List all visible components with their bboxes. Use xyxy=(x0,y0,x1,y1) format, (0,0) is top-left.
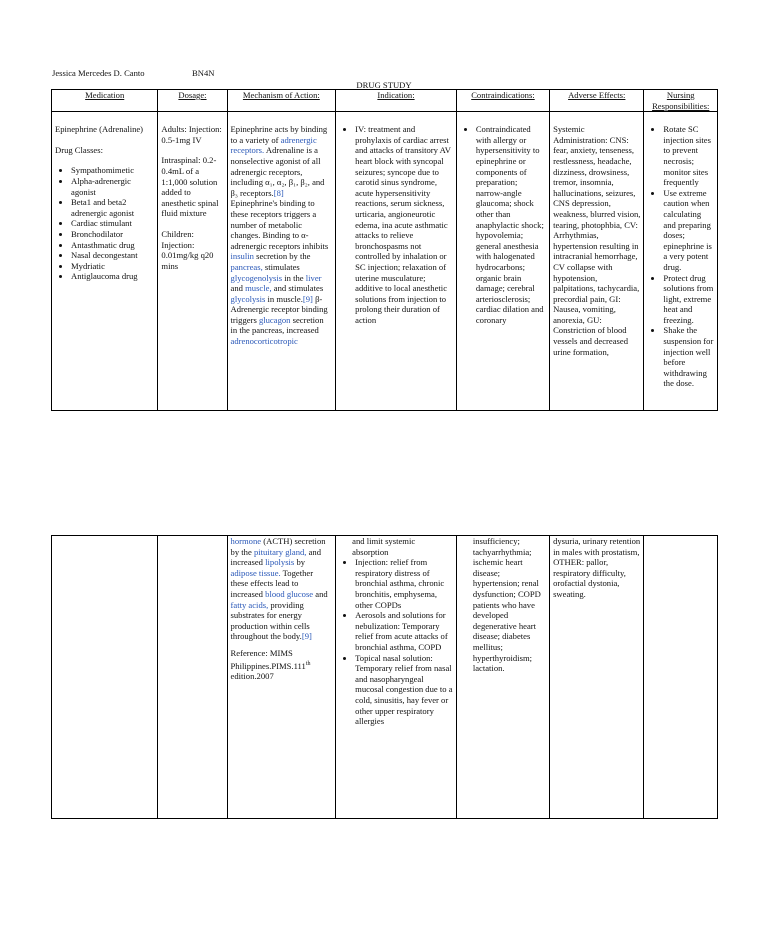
citation-link[interactable]: [9] xyxy=(302,293,313,304)
list-item: • Topical nasal solution: Temporary relief from nasal and nasopharyngeal mucosal congestion due to a cold, sinusitis, hay fever or other upper respiratory allergies xyxy=(355,653,453,727)
glycogenolysis-link[interactable]: glycogenolysis xyxy=(230,272,283,283)
pancreas-link[interactable]: pancreas, xyxy=(230,261,263,272)
drug-classes-list xyxy=(55,165,154,282)
table-row xyxy=(52,536,718,819)
mechanism-text: Epinephrine's binding to these receptors triggers a number of metabolic changes. Binding to α-adrenergic receptors inhibits xyxy=(230,198,329,251)
nursing-cell xyxy=(644,112,718,411)
contraindications-cell-continued xyxy=(456,536,549,819)
list-item: • Shake the suspension for injection well before withdrawing the dose. xyxy=(663,325,714,389)
indication-list xyxy=(339,557,453,727)
mechanism-text: stimulates xyxy=(264,261,300,272)
page-header xyxy=(52,68,215,79)
mechanism-text: (ACTH) secretion by the xyxy=(230,536,326,557)
list-item: • Protect drug solutions from light, extreme heat and freezing. xyxy=(663,273,714,326)
col-header-medication: Medication xyxy=(52,90,158,112)
liver-link[interactable]: liver xyxy=(305,272,322,283)
mechanism-cell-continued xyxy=(227,536,336,819)
glucagon-link[interactable]: glucagon xyxy=(258,314,291,325)
mechanism-text: and stimulates xyxy=(273,283,324,294)
medication-name: Epinephrine (Adrenaline) xyxy=(55,124,144,135)
dosage-children: Children: Injection: 0.01mg/kg q20 mins xyxy=(161,228,214,271)
mechanism-text: secretion by the xyxy=(256,251,311,262)
col-header-nursing: Nursing Responsibilities: xyxy=(644,90,718,112)
col-header-adverse-effects: Adverse Effects: xyxy=(550,90,644,112)
mechanism-text: and increased xyxy=(230,546,322,568)
adverse-effects-text: Systemic Administration: CNS: fear, anxiety, tenseness, restlessness, headache, dizziness, drowsiness, tremor, insomnia, hallucinations, seizures, CNS depression, weakness, blurred vision, tearing, photophbia, CV: Arrhythmias, hypertension resulting in intracranial hemorrhage, CV collapse with hypotension, palpitations, tachycardia, precordial pain, GI: Nausea, vomiting, anorexia, GU: Constriction of blood vessels and decreased urine formation, xyxy=(553,124,641,357)
hormone-link[interactable]: hormone xyxy=(230,536,262,546)
table-row xyxy=(52,112,718,411)
dosage-cell xyxy=(158,112,227,411)
list-item: • Mydriatic xyxy=(71,261,154,272)
contraindications-list xyxy=(460,124,546,325)
list-item: • Nasal decongestant xyxy=(71,250,154,261)
nursing-list xyxy=(647,124,714,389)
blood-glucose-link[interactable]: blood glucose xyxy=(265,588,314,599)
pituitary-gland-link[interactable]: pituitary gland, xyxy=(253,546,307,557)
dosage-cell-continued xyxy=(158,536,227,819)
nursing-cell-continued xyxy=(644,536,718,819)
list-item: • Cardiac stimulant xyxy=(71,218,154,229)
mechanism-text: by xyxy=(296,557,306,568)
contraindications-cell xyxy=(456,112,549,411)
col-header-contraindications: Contraindications: xyxy=(456,90,549,112)
col-header-dosage: Dosage: xyxy=(158,90,227,112)
list-item: • Rotate SC injection sites to prevent necrosis; monitor sites frequently xyxy=(663,124,714,188)
drug-classes-label: Drug Classes: xyxy=(55,144,103,155)
lipolysis-link[interactable]: lipolysis xyxy=(265,557,295,568)
col-header-mechanism: Mechanism of Action: xyxy=(227,90,336,112)
fatty-acids-link[interactable]: fatty acids, xyxy=(230,599,269,610)
adverse-effects-continuation: dysuria, urinary retention in males with prostatism, OTHER: pallor, respiratory difficulty, orofactial dystonia, sweating. xyxy=(553,536,641,599)
list-item: • Antiglaucoma drug xyxy=(71,271,154,282)
glycolysis-link[interactable]: glycolysis xyxy=(230,293,266,304)
mechanism-text: in the xyxy=(284,272,304,283)
indication-list xyxy=(339,124,453,325)
acth-link[interactable]: adrenocorticotropic xyxy=(230,336,298,347)
adipose-tissue-link[interactable]: adipose tissue. xyxy=(230,567,281,578)
contraindications-continuation: insufficiency; tachyarrhythmia; ischemic heart disease; hypertension; renal dysfunction; COPD patients who have developed degenerative heart disease; diabetes mellitus; hyperthyroidism; lactation. xyxy=(472,536,541,674)
insulin-link[interactable]: insulin xyxy=(230,251,254,262)
list-item: • Injection: relief from respiratory distress of bronchial asthma, chronic bronchitis, emphysema, other COPDs xyxy=(355,557,453,610)
list-item: • Aerosols and solutions for nebulization: Temporary relief from acute attacks of bronchial asthma, COPD xyxy=(355,610,453,652)
citation-link[interactable]: [8] xyxy=(273,187,284,198)
dosage-adults: Adults: Injection: 0.5-1mg IV xyxy=(161,124,222,145)
mechanism-text: Together these effects lead to increased xyxy=(230,567,314,599)
dosage-intraspinal: Intraspinal: 0.2-0.4mL of a 1:1,000 solution added to anesthetic spinal fluid mixture xyxy=(161,155,219,219)
citation-link[interactable]: [9] xyxy=(301,631,312,642)
mechanism-text: secretion in the pancreas, increased xyxy=(230,314,324,336)
mechanism-text: Adrenaline is a nonselective agonist of all adrenergic receptors, including α₁, α₂, β₁, β₂, and β₃ receptors. xyxy=(230,145,325,198)
list-item: • Antasthmatic drug xyxy=(71,240,154,251)
adverse-effects-cell-continued xyxy=(550,536,644,819)
section-code: BN4N xyxy=(192,68,215,78)
list-item: • Sympathomimetic xyxy=(71,165,154,176)
indication-continuation: and limit systemic absorption xyxy=(352,536,416,557)
mechanism-text: providing substrates for energy production within cells throughout the body. xyxy=(230,599,310,642)
list-item: • Alpha-adrenergic agonist xyxy=(71,176,154,197)
mechanism-text: in muscle. xyxy=(267,293,303,304)
mechanism-text: β-Adrenergic receptor binding triggers xyxy=(230,293,328,325)
adverse-effects-cell xyxy=(550,112,644,411)
drug-study-table-page2 xyxy=(51,535,718,819)
indication-cell-continued xyxy=(336,536,457,819)
medication-cell xyxy=(52,112,158,411)
mechanism-text: Epinephrine acts by binding to a variety of xyxy=(230,124,328,145)
drug-study-table-page1 xyxy=(51,89,718,411)
table-header-row xyxy=(52,90,718,112)
adrenergic-receptors-link[interactable]: adrenergic receptors. xyxy=(230,134,317,156)
list-item: • Use extreme caution when calculating and preparing doses; epinephrine is a very potent drug. xyxy=(663,188,714,273)
document-title: DRUG STUDY xyxy=(356,80,412,90)
mechanism-text: and xyxy=(315,588,328,599)
indication-cell xyxy=(336,112,457,411)
list-item: • Beta1 and beta2 adrenergic agonist xyxy=(71,197,154,218)
list-item: • Contraindicated with allergy or hypersensitivity to epinephrine or components of preparation; narrow-angle glaucoma; shock other than anaphylactic shock; hypovolemia; general anesthesia with halogenated hydrocarbons; organic brain damage; cerebral arteriosclerosis; cardiac dilation and coronary xyxy=(476,124,546,325)
author-name: Jessica Mercedes D. Canto xyxy=(52,68,145,78)
list-item: • Bronchodilator xyxy=(71,229,154,240)
list-item: • IV: treatment and prohylaxis of cardiac arrest and attacks of transitory AV heart block with syncopal seizures; syncope due to carotid sinus syndrome, acute hypersensitivity reactions, serum sickness, urticaria, angioneurotic edema, ina acute asthmatic attacks to relieve bronchospasms not controlled by inhalation or SC injection; relaxation of uterine musculature; additive to local anesthetic solutions from injection to prolong their duration of action xyxy=(355,124,453,325)
mechanism-text: and xyxy=(230,283,243,294)
muscle-link[interactable]: muscle, xyxy=(245,283,272,294)
reference-text: Reference: MIMS Philippines.PIMS.111th edition.2007 xyxy=(230,647,311,681)
medication-cell-continued xyxy=(52,536,158,819)
col-header-indication: Indication: xyxy=(336,90,457,112)
mechanism-cell xyxy=(227,112,336,411)
